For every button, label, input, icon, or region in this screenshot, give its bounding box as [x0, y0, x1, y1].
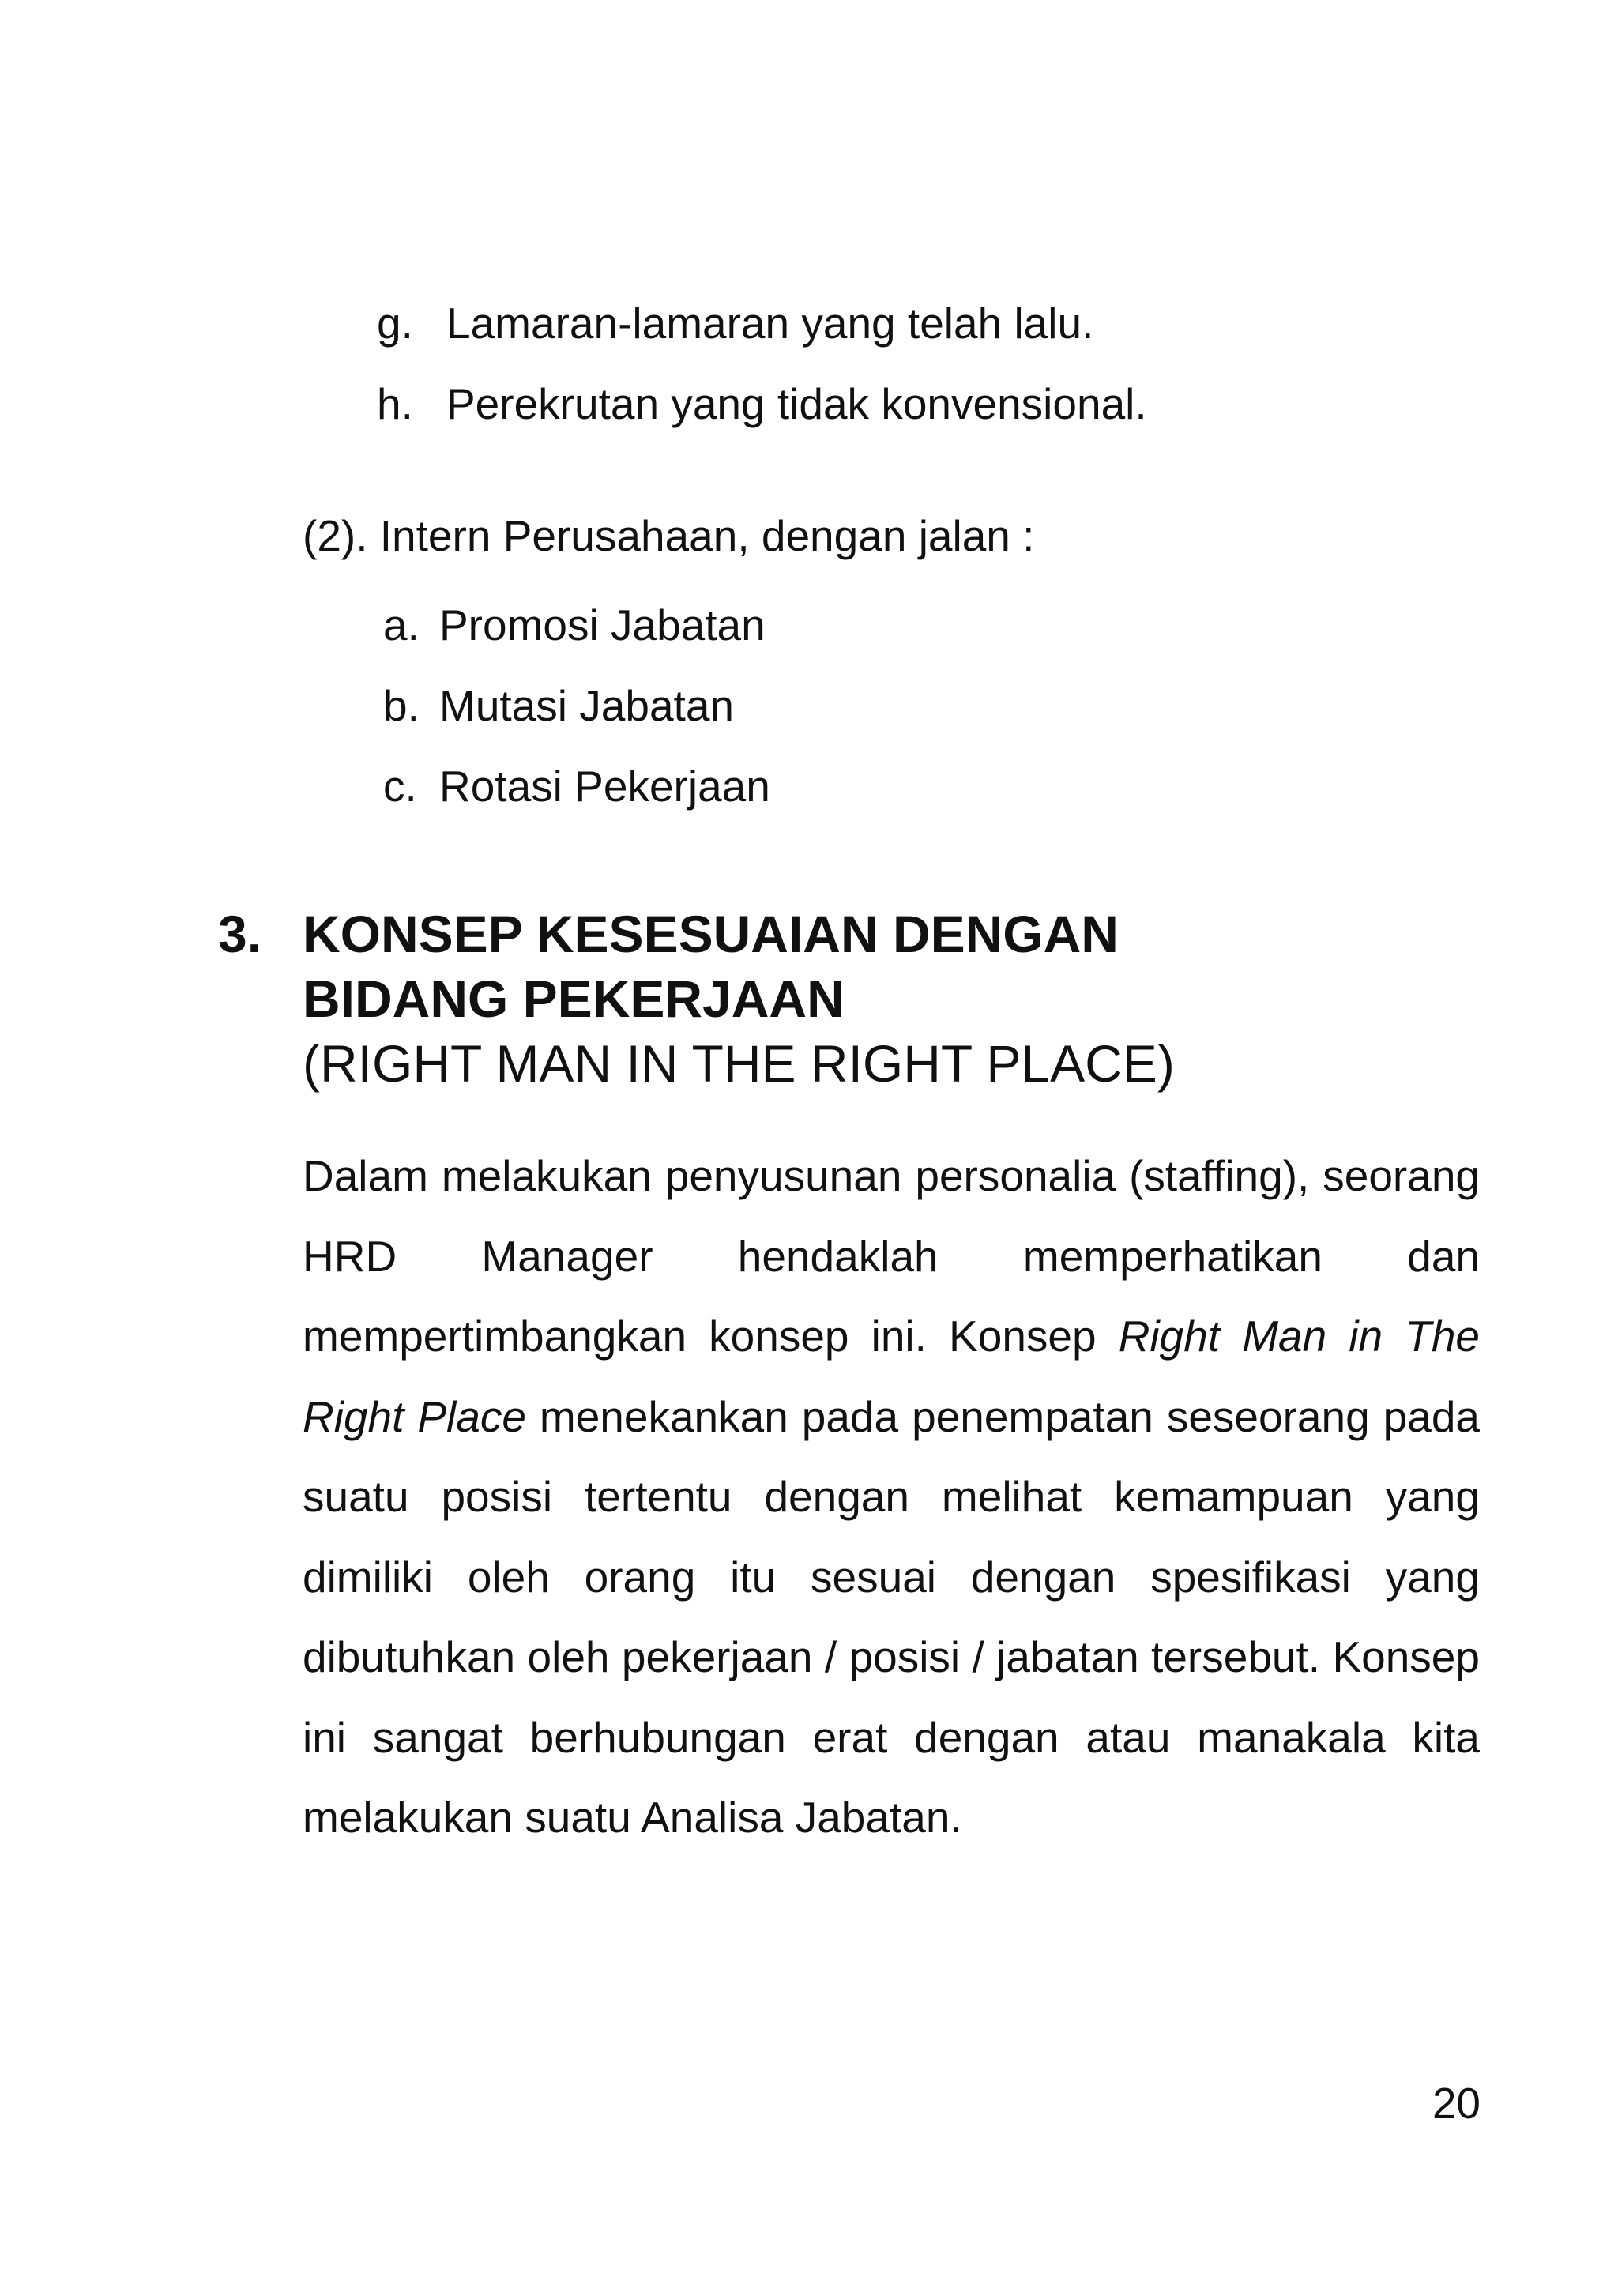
section-paragraph [303, 1136, 1480, 1858]
list-item-text: Lamaran-lamaran yang telah lalu. [446, 299, 1094, 348]
section-title-line1: KONSEP KESESUAIAN DENGAN [303, 905, 1119, 963]
paragraph-text-part2: menekankan pada penempatan seseorang pada suatu posisi tertentu dengan melihat kemampuan yang dimiliki oleh orang itu sesuai dengan spesifikasi yang dibutuhkan oleh pekerjaan / posisi / jabatan tersebut. Konsep ini sangat berhubungan erat dengan atau manakala kita melakukan suatu Analisa Jabatan. [303, 1391, 1480, 1842]
list-marker: b. [383, 681, 420, 730]
list-item-text: Mutasi Jabatan [439, 681, 734, 730]
section-subtitle: (RIGHT MAN IN THE RIGHT PLACE) [303, 1034, 1175, 1093]
list-marker: a. [383, 600, 420, 649]
section-number: 3. [218, 905, 262, 963]
list-marker: h. [377, 379, 413, 428]
paragraph-italic-term: Right Man in The Right Place [303, 1312, 1480, 1441]
list-marker: g. [377, 299, 413, 348]
list-item-text: Rotasi Pekerjaan [439, 762, 770, 811]
list-item-text: Promosi Jabatan [439, 600, 766, 649]
section-title-line2: BIDANG PEKERJAAN [303, 969, 845, 1028]
list-intro: (2). Intern Perusahaan, dengan jalan : [303, 511, 1035, 560]
page-number: 20 [1432, 2079, 1481, 2128]
list-item-text: Perekrutan yang tidak konvensional. [446, 379, 1147, 428]
list-marker: c. [383, 762, 417, 811]
paragraph-text-part1: Dalam melakukan penyusunan personalia (staffing), seorang HRD Manager hendaklah memperhatikan dan mempertimbangkan konsep ini. Konsep [303, 1151, 1480, 1361]
